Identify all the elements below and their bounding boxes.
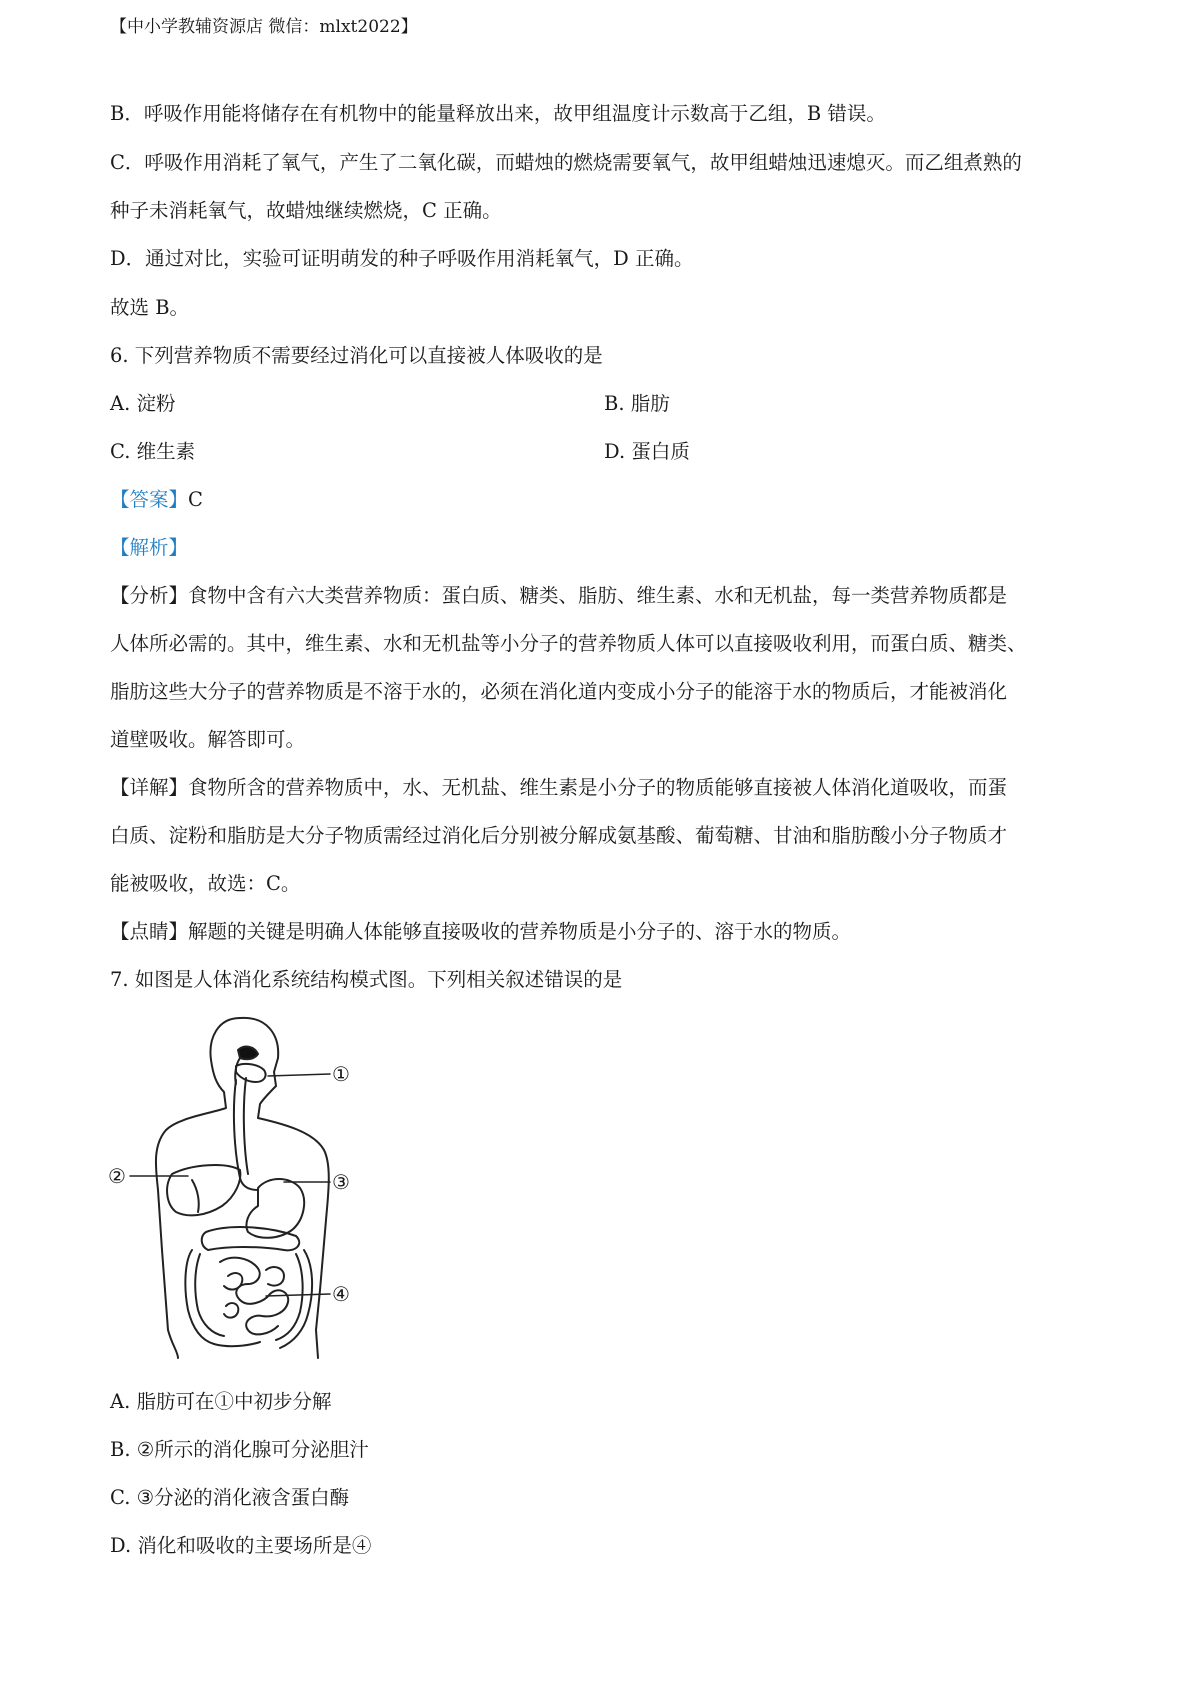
q7-stem: 7. 如图是人体消化系统结构模式图。下列相关叙述错误的是 <box>110 968 623 991</box>
dianjing: 【点睛】解题的关键是明确人体能够直接吸收的营养物质是小分子的、溶于水的物质。 <box>110 920 852 943</box>
answer-value: C <box>188 488 203 511</box>
q6-answer <box>110 486 203 514</box>
liver <box>167 1165 240 1215</box>
transverse-colon <box>202 1227 299 1250</box>
q5-explanation-c-line1: C．呼吸作用消耗了氧气，产生了二氧化碳，而蜡烛的燃烧需要氧气，故甲组蜡烛迅速熄灭。而乙组煮熟的 <box>110 151 1022 174</box>
page-header: 【中小学教辅资源店 微信：mlxt2022】 <box>110 17 418 37</box>
stomach <box>246 1179 304 1238</box>
digestive-system-diagram <box>108 1000 398 1360</box>
fenxi-line-1: 【分析】食物中含有六大类营养物质：蛋白质、糖类、脂肪、维生素、水和无机盐，每一类营养物质都是 <box>110 584 1008 607</box>
q5-choice: 故选 B。 <box>110 296 190 319</box>
q5-explanation-c-line2: 种子未消耗氧气，故蜡烛继续燃烧，C 正确。 <box>110 199 502 222</box>
q6-option-a: A. 淀粉 <box>110 392 176 415</box>
figure-label-2: ② <box>108 1164 126 1188</box>
fenxi-line-4: 道壁吸收。解答即可。 <box>110 728 306 751</box>
fenxi-line-2: 人体所必需的。其中，维生素、水和无机盐等小分子的营养物质人体可以直接吸收利用，而蛋白质、糖类、 <box>110 632 1027 655</box>
fenxi-line-3: 脂肪这些大分子的营养物质是不溶于水的，必须在消化道内变成小分子的能溶于水的物质后，才能被消化 <box>110 680 1008 703</box>
figure-label-4: ④ <box>332 1282 350 1306</box>
q7-option-c: C. ③分泌的消化液含蛋白酶 <box>110 1486 350 1509</box>
body-outline-right <box>240 1018 329 1358</box>
xiangjie-line-3: 能被吸收，故选：C。 <box>110 872 301 895</box>
esophagus <box>234 1080 258 1190</box>
q5-explanation-b: B．呼吸作用能将储存在有机物中的能量释放出来，故甲组温度计示数高于乙组，B 错误。 <box>110 102 886 125</box>
q7-option-b: B. ②所示的消化腺可分泌胆汁 <box>110 1438 369 1461</box>
nasal-cavity <box>238 1047 258 1060</box>
xiangjie-line-2: 白质、淀粉和脂肪是大分子物质需经过消化后分别被分解成氨基酸、葡萄糖、甘油和脂肪酸小分子物质才 <box>110 824 1008 847</box>
analysis-tag: 【解析】 <box>110 536 189 559</box>
q6-option-c: C. 维生素 <box>110 440 196 463</box>
answer-tag: 【答案】 <box>110 488 189 511</box>
figure-label-1: ① <box>332 1062 350 1086</box>
q6-option-d: D. 蛋白质 <box>604 440 690 463</box>
q6-stem: 6. 下列营养物质不需要经过消化可以直接被人体吸收的是 <box>110 344 603 367</box>
q6-option-b: B. 脂肪 <box>604 392 670 415</box>
leader-line-1 <box>268 1074 330 1076</box>
figure-label-3: ③ <box>332 1170 350 1194</box>
mouth-cavity <box>236 1064 266 1082</box>
esophagus-right <box>244 1078 248 1174</box>
q5-explanation-d: D．通过对比，实验可证明萌发的种子呼吸作用消耗氧气，D 正确。 <box>110 247 694 270</box>
q7-option-a: A. 脂肪可在①中初步分解 <box>110 1390 332 1413</box>
xiangjie-line-1: 【详解】食物所含的营养物质中，水、无机盐、维生素是小分子的物质能够直接被人体消化道吸收，而蛋 <box>110 776 1008 799</box>
q7-option-d: D. 消化和吸收的主要场所是④ <box>110 1534 372 1557</box>
